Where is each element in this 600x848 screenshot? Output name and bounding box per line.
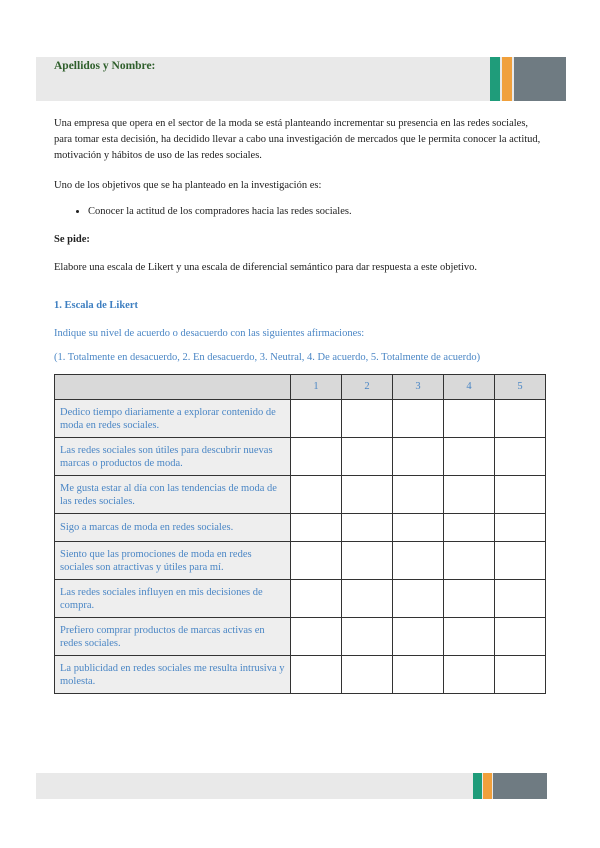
header-stripe-teal <box>490 57 500 101</box>
response-cell[interactable] <box>342 580 393 618</box>
response-cell[interactable] <box>444 656 495 694</box>
footer-bar <box>36 773 547 799</box>
response-cell[interactable] <box>495 618 546 656</box>
response-cell[interactable] <box>444 580 495 618</box>
header-bar <box>36 57 566 101</box>
statement-cell: Prefiero comprar productos de marcas activas en redes sociales. <box>55 618 291 656</box>
response-cell[interactable] <box>291 438 342 476</box>
response-cell[interactable] <box>291 514 342 542</box>
response-cell[interactable] <box>444 542 495 580</box>
document-body <box>54 116 546 694</box>
table-row <box>55 580 546 618</box>
response-cell[interactable] <box>393 438 444 476</box>
table-row <box>55 656 546 694</box>
response-cell[interactable] <box>291 656 342 694</box>
column-header: 3 <box>393 375 444 400</box>
header-stripe-orange <box>502 57 512 101</box>
response-cell[interactable] <box>444 618 495 656</box>
response-cell[interactable] <box>291 580 342 618</box>
response-cell[interactable] <box>495 400 546 438</box>
scale-legend: (1. Totalmente en desacuerdo, 2. En desacuerdo, 3. Neutral, 4. De acuerdo, 5. Totalmente de acuerdo) <box>54 352 481 363</box>
table-row <box>55 438 546 476</box>
section-title: 1. Escala de Likert <box>54 300 138 311</box>
column-header: 5 <box>495 375 546 400</box>
response-cell[interactable] <box>444 514 495 542</box>
response-cell[interactable] <box>342 542 393 580</box>
statement-cell: Sigo a marcas de moda en redes sociales. <box>55 514 291 542</box>
statement-cell: Siento que las promociones de moda en redes sociales son atractivas y útiles para mí. <box>55 542 291 580</box>
table-header-row <box>55 375 546 400</box>
name-label: Apellidos y Nombre: <box>54 60 156 72</box>
footer-stripe-gray <box>493 773 547 799</box>
table-row <box>55 618 546 656</box>
column-header: 1 <box>291 375 342 400</box>
task-paragraph: Elabore una escala de Likert y una escala de diferencial semántico para dar respuesta a este objetivo. <box>54 262 478 273</box>
table-row <box>55 476 546 514</box>
response-cell[interactable] <box>342 618 393 656</box>
response-cell[interactable] <box>393 514 444 542</box>
response-cell[interactable] <box>342 514 393 542</box>
response-cell[interactable] <box>393 476 444 514</box>
response-cell[interactable] <box>291 400 342 438</box>
response-cell[interactable] <box>393 656 444 694</box>
objective-item: • Conocer la actitud de los compradores hacia las redes sociales. <box>88 204 546 220</box>
response-cell[interactable] <box>342 656 393 694</box>
instruction-text: Indique su nivel de acuerdo o desacuerdo con las siguientes afirmaciones: <box>54 328 365 339</box>
se-pide-heading: Se pide: <box>54 234 90 245</box>
response-cell[interactable] <box>444 400 495 438</box>
response-cell[interactable] <box>495 476 546 514</box>
response-cell[interactable] <box>342 476 393 514</box>
response-cell[interactable] <box>495 542 546 580</box>
response-cell[interactable] <box>444 476 495 514</box>
response-cell[interactable] <box>393 400 444 438</box>
response-cell[interactable] <box>291 618 342 656</box>
response-cell[interactable] <box>393 580 444 618</box>
response-cell[interactable] <box>495 656 546 694</box>
objective-intro: Uno de los objetivos que se ha planteado en la investigación es: <box>54 180 322 191</box>
response-cell[interactable] <box>495 438 546 476</box>
objectives-list <box>54 204 546 220</box>
table-row <box>55 400 546 438</box>
response-cell[interactable] <box>444 438 495 476</box>
likert-table <box>54 374 546 694</box>
statement-cell: Dedico tiempo diariamente a explorar contenido de moda en redes sociales. <box>55 400 291 438</box>
response-cell[interactable] <box>495 580 546 618</box>
statement-cell: Me gusta estar al día con las tendencias de moda de las redes sociales. <box>55 476 291 514</box>
statement-cell: Las redes sociales son útiles para descubrir nuevas marcas o productos de moda. <box>55 438 291 476</box>
header-stripe-gray <box>514 57 566 101</box>
response-cell[interactable] <box>342 400 393 438</box>
response-cell[interactable] <box>291 542 342 580</box>
statement-cell: La publicidad en redes sociales me resulta intrusiva y molesta. <box>55 656 291 694</box>
response-cell[interactable] <box>342 438 393 476</box>
response-cell[interactable] <box>393 542 444 580</box>
footer-stripe-orange <box>483 773 492 799</box>
header-blank-cell <box>55 375 291 400</box>
footer-stripe-teal <box>473 773 482 799</box>
column-header: 4 <box>444 375 495 400</box>
response-cell[interactable] <box>495 514 546 542</box>
column-header: 2 <box>342 375 393 400</box>
response-cell[interactable] <box>393 618 444 656</box>
response-cell[interactable] <box>291 476 342 514</box>
table-row <box>55 542 546 580</box>
statement-cell: Las redes sociales influyen en mis decisiones de compra. <box>55 580 291 618</box>
intro-paragraph: Una empresa que opera en el sector de la moda se está planteando incrementar su presencia en las redes sociales, para tomar esta decisión, ha decidido llevar a cabo una investigación de mercados que le permita conocer la actitud, motivación y hábitos de uso de las redes sociales. <box>54 118 541 161</box>
table-row <box>55 514 546 542</box>
